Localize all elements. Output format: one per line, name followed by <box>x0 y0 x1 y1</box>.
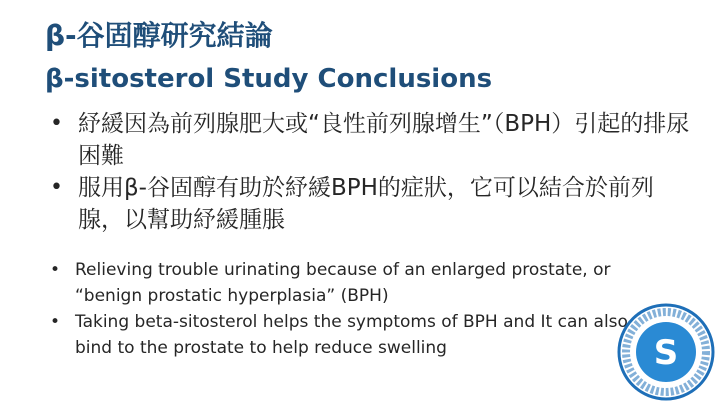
english-bullet-item <box>50 257 630 309</box>
bullet-marker: • <box>50 260 61 280</box>
slide-title-chinese: β-谷固醇研究結論 <box>45 19 273 52</box>
bullet-text: Taking beta-sitosterol helps the symptoms of BPH and It can also bind to the prostate to help reduce swelling <box>75 312 628 358</box>
english-bullet-item <box>50 309 630 361</box>
bullet-text: Relieving trouble urinating because of an enlarged prostate, or “benign prostatic hyperplasia” (BPH) <box>75 260 611 306</box>
english-bullet-list <box>50 257 630 361</box>
chinese-bullet-item <box>50 172 690 236</box>
seal-logo-icon <box>616 302 716 402</box>
slide-title-english: β-sitosterol Study Conclusions <box>45 64 493 94</box>
bullet-marker: • <box>50 175 63 200</box>
chinese-bullet-list <box>50 108 690 236</box>
bullet-text: 紓緩因為前列腺肥大或“良性前列腺增生”（BPH）引起的排尿困難 <box>78 111 690 169</box>
bullet-marker: • <box>50 312 61 332</box>
chinese-bullet-item <box>50 108 690 172</box>
logo-letter: S <box>653 333 679 373</box>
bullet-marker: • <box>50 111 63 136</box>
bullet-text: 服用β-谷固醇有助於紓緩BPH的症狀，它可以結合於前列腺，以幫助紓緩腫脹 <box>78 175 654 233</box>
